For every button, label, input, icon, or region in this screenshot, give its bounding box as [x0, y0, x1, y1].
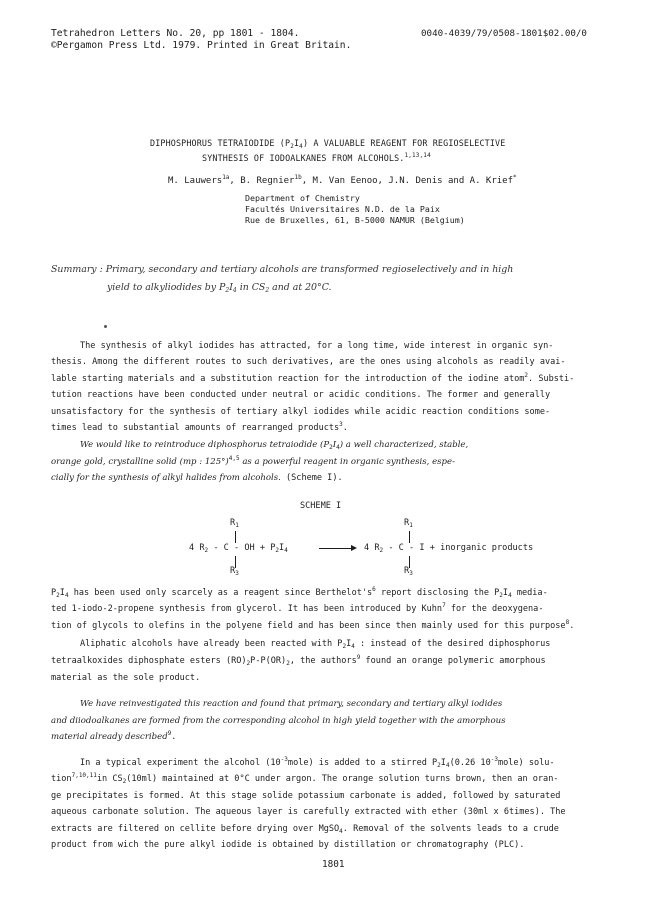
affiliation-department: Department of Chemistry [245, 193, 360, 203]
scheme-r3-left: $R_3$ [230, 566, 239, 577]
scheme-r1-right: $R_1$ [404, 518, 413, 529]
issn-code: 0040-4039/79/0508-1801$02.00/0 [421, 28, 587, 39]
paragraph-3-line: $P_2I_4$ has been used only scarcely as a reagent since $Berthelot's^6$ report disclosing the $P_2I_4$ media- [51, 586, 548, 599]
author-list: M. Lauwers$^{1a}$, B. Regnier$^{1b}$, M. Van Eenoo, J.N. Denis and A. Krief* [168, 174, 517, 186]
affiliation-address: Rue de Bruxelles, 61, B-5000 NAMUR (Belgium) [245, 215, 465, 225]
paragraph-6-line: In a typical experiment the alcohol $(10^{-3}mole)$ is added to a stirred $P_2I_4(0.26$ $10^{-3}mole$) solu- [80, 756, 555, 769]
bond-line [409, 531, 410, 543]
paragraph-3-line: ted 1-iodo-2-propene synthesis from glycerol. It has been introduced by Kuhn$^7$ for the deoxygena- [51, 602, 544, 614]
paragraph-6-line: extracts are filtered on cellite before drying over MgSO$_4$. Removal of the solvents leads to a crude [51, 824, 559, 835]
paragraph-1-line: thesis. Among the different routes to such derivatives, are the ones using alcohols as readily avai- [51, 357, 566, 367]
copyright-line: ©Pergamon Press Ltd. 1979. Printed in Great Britain. [51, 40, 352, 51]
paragraph-1-line: times lead to substantial amounts of rearranged products$^3$. [51, 421, 348, 433]
page-number: 1801 [322, 859, 345, 870]
paragraph-4-line: Aliphatic alcohols have already been reacted with $P_2I_4$ : instead of the desired diphosphorus [80, 639, 551, 650]
bond-line [235, 531, 236, 543]
article-title-line2: SYNTHESIS OF IODOALKANES FROM ALCOHOLS.$^{1,13,14}$ [202, 152, 431, 163]
article-title-line1: DIPHOSPHORUS TETRAIODIDE $(P_2I_4)$ A VALUABLE REAGENT FOR REGIOSELECTIVE [150, 138, 506, 150]
paragraph-3-line: tion of glycols to olefins in the polyene field and has been since then mainly used for this purpose$^8$. [51, 619, 575, 631]
paragraph-4-line: tetraalkoxides diphosphate esters $(RO)_2P-P(OR)_2$, the authors$^9$ found an orange polymeric amorphous [51, 654, 546, 667]
scheme-products: 4 $R_2$ - C - I + inorganic products [364, 543, 534, 554]
paragraph-2-line: cially for the synthesis of alkyl halides from alcohols. (Scheme I). [51, 473, 343, 483]
reaction-arrow [319, 548, 352, 549]
paragraph-6-line: product from wich the pure alkyl iodide is obtained by distillation or chromatography (PLC). [51, 840, 525, 850]
paragraph-5-line: material already described$^9$. [51, 730, 177, 742]
paragraph-5-line: We have reinvestigated this reaction and found that primary, secondary and tertiary alkyl iodides [80, 699, 503, 709]
scan-speck [104, 325, 107, 328]
paragraph-1-line: unsatisfactory for the synthesis of tertiary alkyl iodides while acidic reaction conditions some- [51, 407, 551, 417]
paragraph-4-line: material as the sole product. [51, 673, 201, 683]
summary-line1: Summary : Primary, secondary and tertiary alcohols are transformed regioselectively and in high [51, 264, 514, 275]
paragraph-2-line: orange gold, crystalline solid (mp : 125°)$^{4,5}$ as a powerful reagent in organic synthesis, espe- [51, 455, 455, 467]
paragraph-6-line: ge precipitates is formed. At this stage solide potassium carbonate is added, followed by saturated [51, 791, 561, 801]
summary-line2: yield to alkyliodides by $P_2I_4$ in $CS_2$ and at 20°C. [107, 282, 332, 294]
paragraph-1-line: tution reactions have been conducted under neutral or acidic conditions. The former and generally [51, 390, 551, 400]
journal-citation: Tetrahedron Letters No. 20, pp 1801 - 1804. [51, 28, 300, 39]
paragraph-1-line: lable starting materials and a substitution reaction for the introduction of the iodine atom$^2$. Substi- [51, 372, 575, 384]
paragraph-6-line: tion$^{7,10,11}$in $CS_2(10ml)$ maintained at 0°C under argon. The orange solution turns brown, then an oran- [51, 772, 559, 785]
paragraph-6-line: aqueous carbonate solution. The aqueous layer is carefully extracted with ether (30ml x 6times). The [51, 807, 566, 817]
arrow-head [351, 545, 357, 551]
paragraph-2-line: We would like to reintroduce diphosphorus tetraiodide $(P_2I_4)$ a well characterized, stable, [80, 440, 469, 451]
affiliation-university: Facultés Universitaires N.D. de la Paix [245, 204, 440, 214]
scheme-reactants: 4 $R_2$ - C - OH + $P_2I_4$ [189, 543, 288, 554]
scheme-r1-left: $R_1$ [230, 518, 239, 529]
paragraph-5-line: and diiodoalkanes are formed from the corresponding alcohol in high yield together with the amorphous [51, 716, 506, 726]
scheme-title: SCHEME I [300, 501, 342, 511]
paragraph-1-line: The synthesis of alkyl iodides has attracted, for a long time, wide interest in organic syn- [80, 341, 554, 351]
scheme-r3-right: $R_3$ [404, 566, 413, 577]
